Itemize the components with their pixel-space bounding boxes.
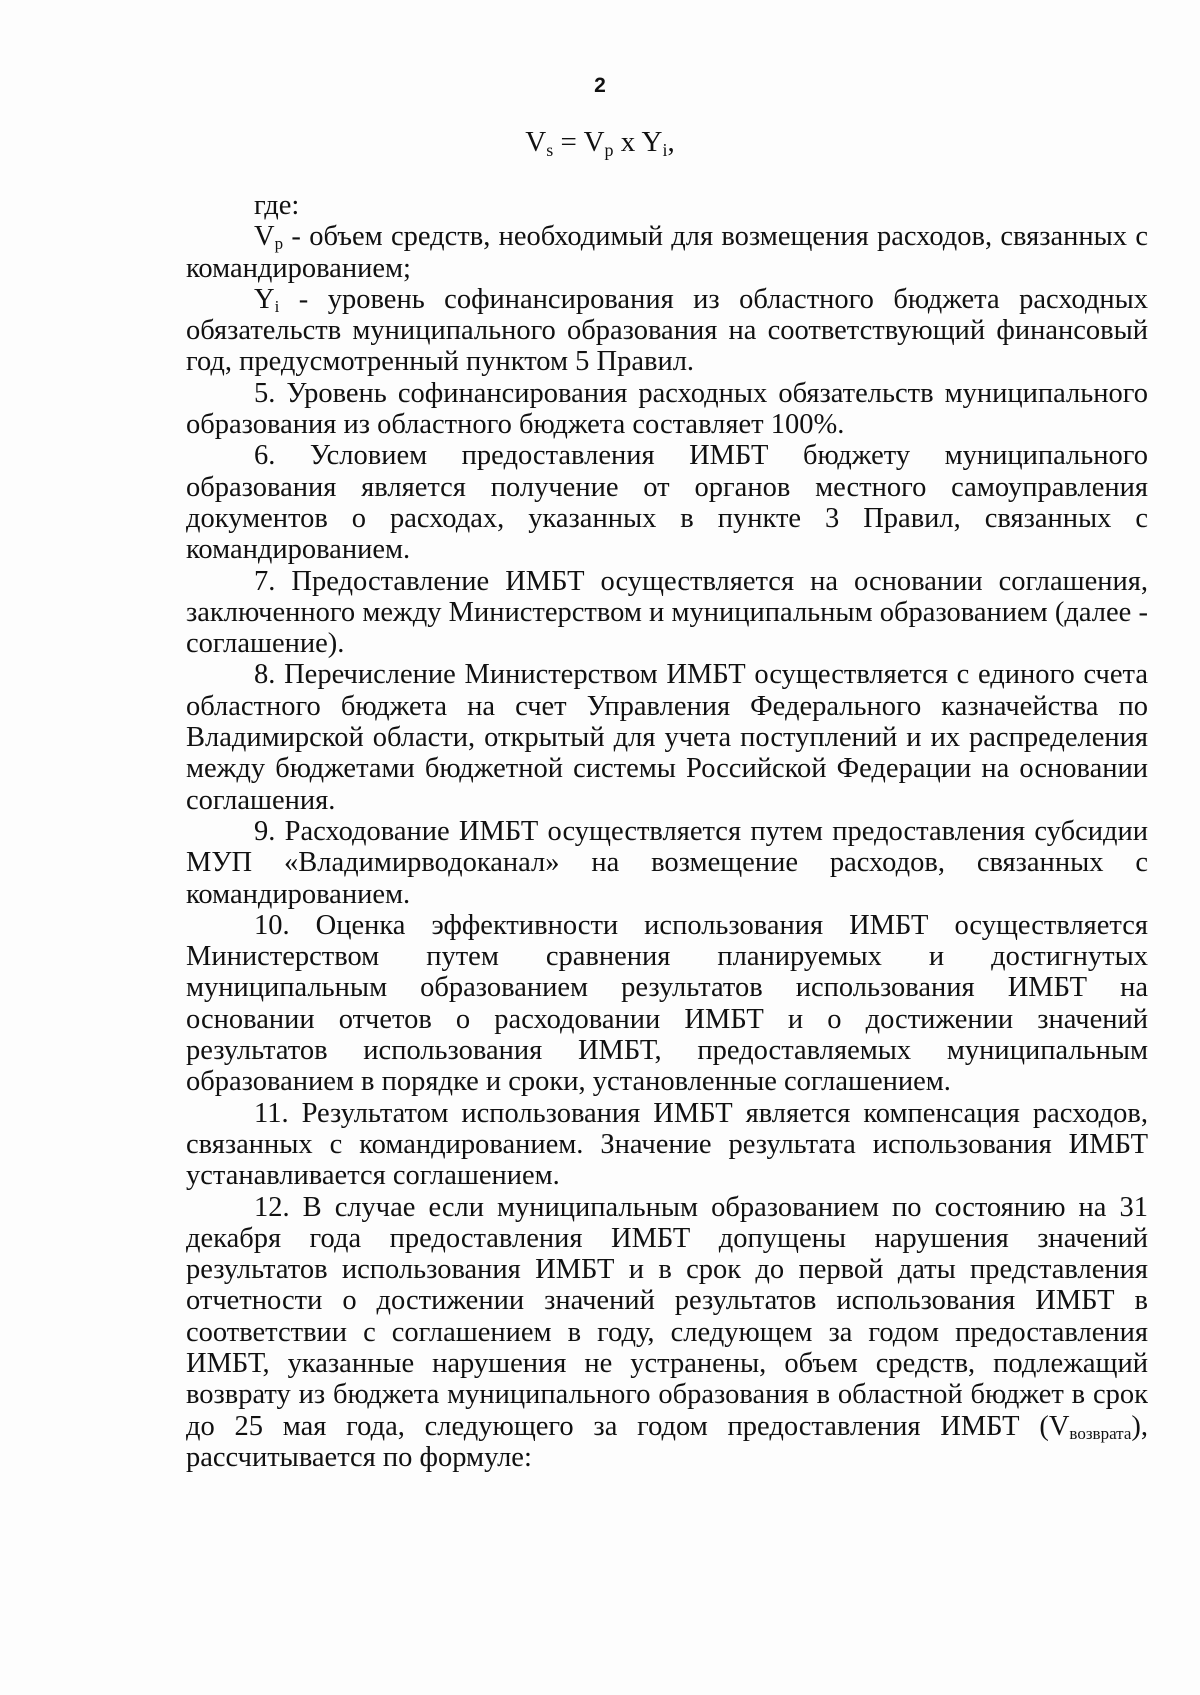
- paragraph-8: 8. Перечисление Министерством ИМБТ осуществляется с единого счета областного бюджета на счет Управления Федерального казначейства по Владимирской области, открытый для учета поступлений и их распределения между бюджетами бюджетной системы Российской Федерации на основании соглашения.: [186, 659, 1148, 816]
- paragraph-10: 10. Оценка эффективности использования ИМБТ осуществляется Министерством путем сравнения планируемых и достигнутых муниципальным образованием результатов использования ИМБТ на основании отчетов о расходовании ИМБТ и о достижении значений результатов использования ИМБТ, предоставляемых муниципальным образованием в порядке и сроки, установленные соглашением.: [186, 909, 1148, 1098]
- vp-symbol: V: [254, 221, 275, 253]
- p12-text: 12. В случае если муниципальным образованием по состоянию на 31 декабря года предоставления ИМБТ допущены нарушения значений результатов использования ИМБТ и в срок до первой даты представления отчетности о достижении значений результатов использования ИМБТ в соответствии с соглашением в году, следующем за годом предоставления ИМБТ, указанные нарушения не устранены, объем средств, подлежащий возврату из бюджета муниципального образования в областной бюджет в срок до 25 мая года, следующего за годом предоставления ИМБТ (: [186, 1191, 1148, 1442]
- document-body: [186, 190, 1148, 1473]
- definition-yi: [186, 284, 1148, 378]
- definition-vp: [186, 221, 1148, 284]
- formula-yi-sub: i: [662, 140, 668, 160]
- p12-symbol: V: [1048, 1410, 1070, 1442]
- paragraph-12: [186, 1192, 1148, 1474]
- formula-equals: =: [553, 126, 584, 158]
- yi-symbol-sub: i: [274, 296, 280, 316]
- formula-vs: [0, 122, 1200, 162]
- paragraph-9: 9. Расходование ИМБТ осуществляется путем предоставления субсидии МУП «Владимирводоканал» на возмещение расходов, связанных с командированием.: [186, 815, 1148, 910]
- formula-lhs-sub: s: [546, 140, 554, 160]
- paragraph-6: 6. Условием предоставления ИМБТ бюджету муниципального образования является получение от органов местного самоуправления документов о расходах, указанных в пункте 3 Правил, связанных с командированием.: [186, 440, 1148, 566]
- vp-symbol-sub: p: [274, 234, 284, 254]
- yi-symbol: Y: [254, 283, 275, 315]
- p12-tail: ), рассчитывается по формуле:: [186, 1410, 1148, 1473]
- paragraph-5: 5. Уровень софинансирования расходных обязательств муниципального образования из областного бюджета составляет 100%.: [186, 377, 1148, 441]
- paragraph-11: 11. Результатом использования ИМБТ является компенсация расходов, связанных с командированием. Значение результата использования ИМБТ устанавливается соглашением.: [186, 1097, 1148, 1192]
- formula-vp: V: [583, 126, 605, 158]
- page-number: 2: [594, 74, 606, 97]
- formula-times: x: [613, 126, 642, 158]
- vp-text: - объем средств, необходимый для возмещения расходов, связанных с командированием;: [186, 221, 1148, 284]
- formula-vp-sub: p: [604, 140, 614, 160]
- paragraph-7: 7. Предоставление ИМБТ осуществляется на основании соглашения, заключенного между Министерством и муниципальным образованием (далее - соглашение).: [186, 565, 1148, 660]
- formula-yi: Y: [641, 126, 663, 158]
- p12-symbol-sub: возврата: [1069, 1423, 1132, 1443]
- formula-lhs: V: [525, 126, 547, 158]
- formula-tail: ,: [667, 126, 675, 158]
- where-label: где:: [254, 190, 300, 221]
- yi-text: - уровень софинансирования из областного бюджета расходных обязательств муниципального образования на соответствующий финансовый год, предусмотренный пунктом 5 Правил.: [186, 283, 1148, 378]
